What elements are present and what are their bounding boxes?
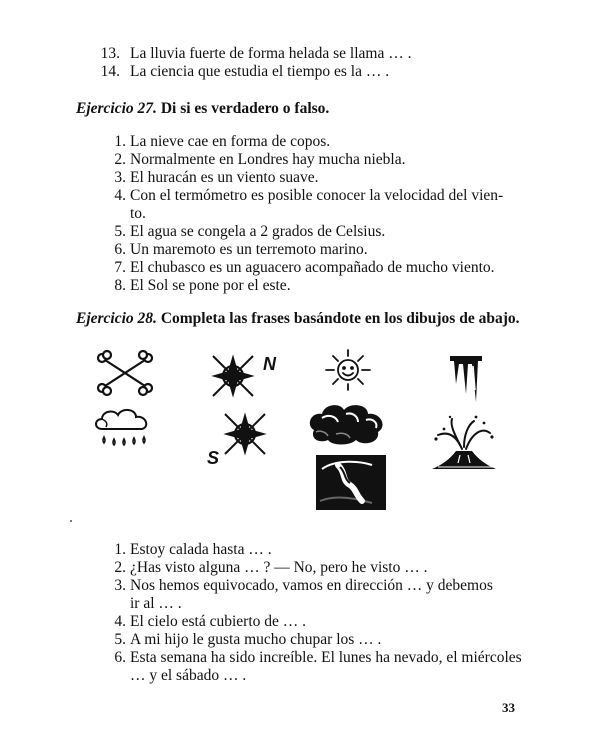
item-text: ir al … . <box>130 595 182 612</box>
exercise-label: Ejercicio 28. <box>76 310 157 327</box>
item-number: 1. <box>114 133 126 150</box>
item-text: El huracán es un viento suave. <box>130 169 319 186</box>
item-number: 6. <box>114 649 126 666</box>
compass-south-label: S <box>207 448 220 468</box>
item-number: 4. <box>114 613 126 630</box>
item-text: to. <box>130 205 146 222</box>
crossbones-icon <box>95 352 155 394</box>
item-text: El agua se congela a 2 grados de Celsius. <box>130 223 386 240</box>
page-number: 33 <box>502 700 515 715</box>
item-number: 7. <box>114 259 126 276</box>
item-text: … y el sábado … . <box>130 667 247 684</box>
item-text: Con el termómetro es posible conocer la velocidad del vien- <box>130 187 504 204</box>
sun-icon <box>322 348 374 392</box>
item-number: 3. <box>114 577 126 594</box>
exercise-label: Ejercicio 27. <box>76 100 157 117</box>
item-text: ¿Has visto alguna … ? — No, pero he visto … . <box>130 559 428 576</box>
exercise-28-heading <box>76 310 520 328</box>
compass-north-label: N <box>263 354 276 374</box>
item-text: El Sol se pone por el este. <box>130 277 291 294</box>
compass-north-icon <box>205 348 280 403</box>
rain-cloud-icon <box>92 405 154 453</box>
exercise-instruction: Di si es verdadero o falso. <box>160 100 330 117</box>
item-text: El cielo está cubierto de … . <box>130 613 307 630</box>
item-number: 5. <box>114 631 126 648</box>
item-number: 2. <box>114 559 126 576</box>
item-number: 4. <box>114 187 126 204</box>
item-text: A mi hijo le gusta mucho chupar los … . <box>130 631 382 648</box>
item-text: La lluvia fuerte de forma helada se llama … . <box>130 45 412 62</box>
item-text: La nieve cae en forma de copos. <box>130 133 331 150</box>
icicles-icon <box>448 352 484 404</box>
item-number: 2. <box>114 151 126 168</box>
item-text: Estoy calada hasta … . <box>130 541 272 558</box>
exercise-instruction: Completa las frases basándote en los dibujos de abajo. <box>160 310 520 327</box>
exercise-27-heading <box>76 100 329 118</box>
print-speck <box>70 520 72 522</box>
item-number: 6. <box>114 241 126 258</box>
storm-cloud-icon <box>308 400 388 448</box>
item-number: 13. <box>100 45 120 62</box>
item-number: 5. <box>114 223 126 240</box>
volcano-icon <box>428 415 500 473</box>
item-text: Normalmente en Londres hay mucha niebla. <box>130 151 406 168</box>
item-text: Nos hemos equivocado, vamos en dirección … y debemos <box>130 577 493 594</box>
item-text: La ciencia que estudia el tiempo es la … . <box>130 63 390 80</box>
lightning-icon <box>316 455 386 510</box>
item-number: 1. <box>114 541 126 558</box>
item-number: 8. <box>114 277 126 294</box>
item-number: 3. <box>114 169 126 186</box>
item-number: 14. <box>100 63 120 80</box>
item-text: Un maremoto es un terremoto marino. <box>130 241 368 258</box>
item-text: Esta semana ha sido increíble. El lunes ha nevado, el miércoles <box>130 649 522 666</box>
compass-south-icon <box>205 410 275 470</box>
item-text: El chubasco es un aguacero acompañado de mucho viento. <box>130 259 495 276</box>
